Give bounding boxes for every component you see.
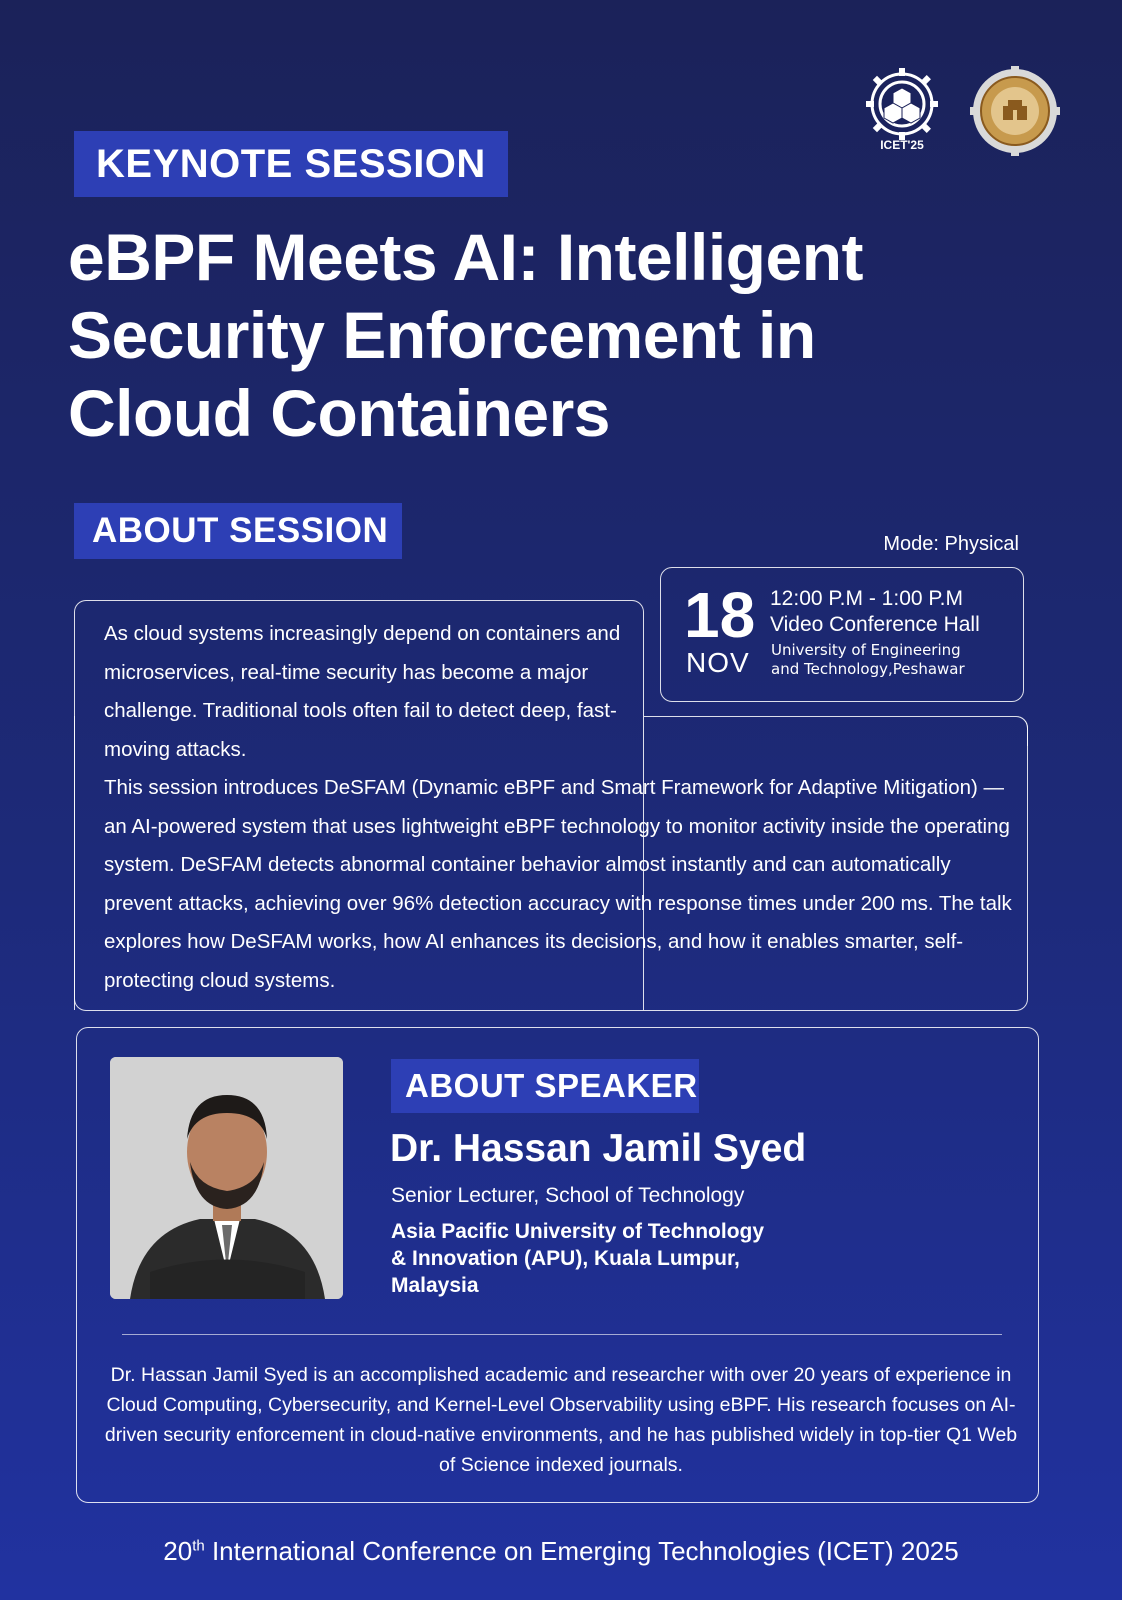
session-paragraph: As cloud systems increasingly depend on containers and microservices, real-time security has become a major challenge. Traditional tools often fail to detect deep, fast-moving attacks. bbox=[104, 622, 621, 761]
footer-ordinal-suffix: th bbox=[192, 1537, 205, 1555]
speaker-divider bbox=[122, 1334, 1002, 1335]
speaker-photo bbox=[110, 1057, 343, 1299]
session-title-line: Security Enforcement in bbox=[68, 298, 816, 372]
uet-logo-icon bbox=[970, 66, 1060, 156]
icet-logo-label: ICET'25 bbox=[880, 138, 924, 152]
conference-footer bbox=[0, 1536, 1122, 1567]
speaker-name: Dr. Hassan Jamil Syed bbox=[390, 1127, 807, 1170]
session-title bbox=[68, 218, 968, 452]
speaker-role: Senior Lecturer, School of Technology bbox=[391, 1184, 745, 1207]
session-venue: Video Conference Hall bbox=[770, 613, 980, 636]
footer-ordinal-number: 20 bbox=[163, 1536, 193, 1566]
session-description bbox=[104, 615, 1022, 1000]
about-speaker-heading: ABOUT SPEAKER bbox=[391, 1059, 699, 1113]
session-time: 12:00 P.M - 1:00 P.M bbox=[770, 587, 964, 610]
about-session-heading: ABOUT SESSION bbox=[74, 503, 402, 559]
date-month: NOV bbox=[686, 647, 750, 678]
session-title-line: eBPF Meets AI: Intelligent bbox=[68, 220, 863, 294]
speaker-institution-line: Asia Pacific University of Technology bbox=[391, 1220, 765, 1243]
session-title-line: Cloud Containers bbox=[68, 376, 611, 450]
session-mode: Mode: Physical bbox=[883, 533, 1019, 555]
university-line: and Technology,Peshawar bbox=[771, 660, 965, 678]
session-paragraph: This session introduces DeSFAM (Dynamic eBPF and Smart Framework for Adaptive Mitigation) — an AI-powered system that uses lightweight eBPF technology to monitor activity inside the operating system. DeSFAM detects abnormal container behavior almost instantly and can automatically prevent attacks, achieving over 96% detection accuracy with response times under 200 ms. The talk explores how DeSFAM works, how AI enhances its decisions, and how it enables smarter, self-protecting cloud systems. bbox=[104, 776, 1012, 992]
footer-text: International Conference on Emerging Technologies (ICET) 2025 bbox=[204, 1536, 959, 1566]
speaker-institution-line: Malaysia bbox=[391, 1274, 479, 1297]
date-day: 18 bbox=[684, 579, 756, 651]
speaker-institution bbox=[391, 1218, 791, 1299]
speaker-bio: Dr. Hassan Jamil Syed is an accomplished academic and researcher with over 20 years of experience in Cloud Computing, Cybersecurity, and Kernel-Level Observability using eBPF. His research focuses on AI-driven security enforcement in cloud-native environments, and he has published widely in top-tier Q1 Web of Science indexed journals. bbox=[104, 1364, 1018, 1476]
speaker-institution-line: & Innovation (APU), Kuala Lumpur, bbox=[391, 1247, 740, 1270]
keynote-session-tag: KEYNOTE SESSION bbox=[74, 131, 508, 197]
icet-logo-icon bbox=[860, 66, 944, 156]
university-line: University of Engineering bbox=[771, 641, 961, 659]
